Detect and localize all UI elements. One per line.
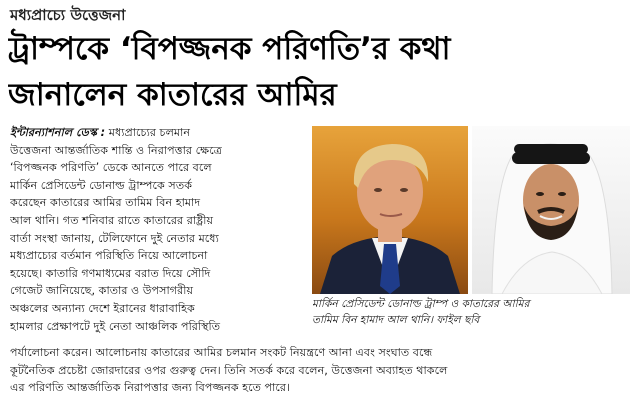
- body-line: কূটনৈতিক প্রচেষ্টা জোরদারের ওপর গুরুত্ব দেন। তিনি সতর্ক করে বলেন, উত্তেজনা অব্যাহত থাকলে: [10, 363, 448, 377]
- body-line: এর পরিণতি আন্তর্জাতিক নিরাপত্তার জন্য বিপজ্জনক হতে পারে।: [10, 381, 291, 395]
- body-line: মধ্যপ্রাচ্যের বর্তমান পরিস্থিতি নিয়ে আলোচনা: [10, 249, 208, 263]
- body-line: আল থানি। গত শনিবার রাতে কাতারের রাষ্ট্রীয়: [10, 213, 214, 227]
- body-line: উত্তেজনা আন্তর্জাতিক শান্তি ও নিরাপত্তার ক্ষেত্রে: [10, 143, 222, 157]
- caption-line: মার্কিন প্রেসিডেন্ট ডোনাল্ড ট্রাম্প ও কাতারের আমির: [312, 298, 530, 310]
- headline-line-2: জানালেন কাতারের আমির: [8, 77, 337, 113]
- article-body: [10, 124, 310, 335]
- body-line: বার্তা সংস্থা জানায়, টেলিফোনে দুই নেতার মধ্যে: [10, 231, 219, 245]
- photo-trump: [312, 126, 468, 294]
- photo-emir: [472, 126, 630, 294]
- photo-caption: [312, 296, 630, 328]
- body-line-text: মধ্যপ্রাচ্যের চলমান: [108, 126, 191, 139]
- body-line: মার্কিন প্রেসিডেন্ট ডোনাল্ড ট্রাম্পকে সতর্ক: [10, 178, 193, 192]
- article-kicker: মধ্যপ্রাচ্যে উত্তেজনা: [10, 6, 126, 24]
- article-body-continued: [10, 344, 632, 397]
- headline-line-1: ট্রাম্পকে ‘বিপজ্জনক পরিণতি’র কথা: [8, 31, 451, 67]
- body-line: অঞ্চলের অন্যান্য দেশে ইরানের ধারাবাহিক: [10, 301, 195, 315]
- article-headline: [8, 26, 630, 118]
- photo-block: [312, 126, 630, 344]
- portrait-trump-illustration: [312, 126, 468, 294]
- desk-label: ইন্টারন্যাশনাল ডেস্ক :: [10, 126, 106, 139]
- body-line: [10, 124, 310, 142]
- body-line: গেজেট জানিয়েছে, কাতার ও উপসাগরীয়: [10, 284, 194, 298]
- body-line: করেছেন কাতারের আমির তামিম বিন হামাদ: [10, 196, 201, 210]
- caption-line: তামিম বিন হামাদ আল থানি। ফাইল ছবি: [312, 314, 480, 326]
- body-line: হামলার প্রেক্ষাপটে দুই নেতা আঞ্চলিক পরিস্থিতি: [10, 319, 221, 333]
- body-line: হয়েছে। কাতারি গণমাধ্যমের বরাত দিয়ে সৌদি: [10, 266, 211, 280]
- body-line: পর্যালোচনা করেন। আলোচনায় কাতারের আমির চলমান সংকট নিয়ন্ত্রণে আনা এবং সংঘাত বন্ধে: [10, 346, 433, 359]
- body-line: ‘বিপজ্জনক পরিণতি’ ডেকে আনতে পারে বলে: [10, 161, 212, 175]
- portrait-emir-illustration: [472, 126, 630, 294]
